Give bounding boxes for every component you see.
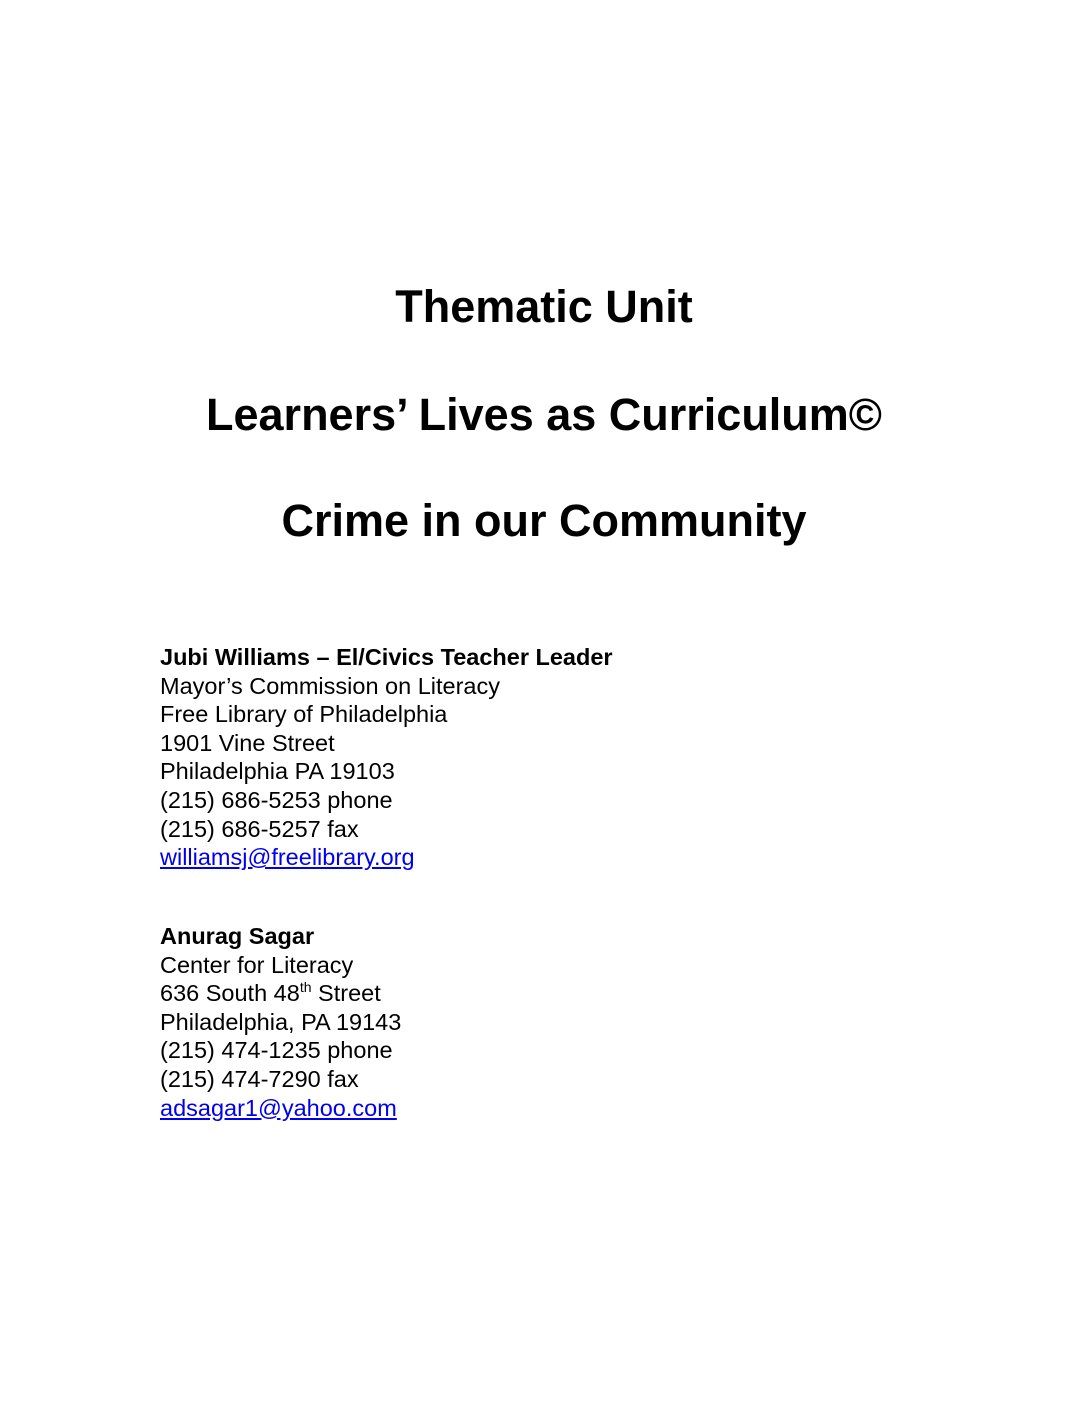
contact-fax: (215) 686-5257 fax xyxy=(160,815,359,842)
contact-email-link[interactable]: adsagar1@yahoo.com xyxy=(160,1094,397,1121)
contact-organization: Center for Literacy xyxy=(160,951,354,978)
street-name-text: Street xyxy=(311,980,381,1007)
title-learners-lives: Learners’ Lives as Curriculum© xyxy=(206,389,882,440)
contact-city: Philadelphia PA 19103 xyxy=(160,758,395,785)
contact-block-sagar xyxy=(160,922,401,1122)
contact-phone: (215) 686-5253 phone xyxy=(160,786,393,813)
contact-block-williams xyxy=(160,643,613,872)
street-number-text: 636 South 48 xyxy=(160,980,300,1007)
contact-fax: (215) 474-7290 fax xyxy=(160,1065,359,1092)
contact-name: Anurag Sagar xyxy=(160,923,315,949)
title-crime-community: Crime in our Community xyxy=(281,495,807,546)
contact-organization: Mayor’s Commission on Literacy xyxy=(160,672,500,699)
contact-city: Philadelphia, PA 19143 xyxy=(160,1008,402,1035)
contact-name: Jubi Williams – El/Civics Teacher Leader xyxy=(160,644,613,670)
contact-email-link[interactable]: williamsj@freelibrary.org xyxy=(160,844,415,871)
contact-street xyxy=(160,979,401,1008)
ordinal-suffix: th xyxy=(299,979,312,996)
contact-phone: (215) 474-1235 phone xyxy=(160,1037,393,1064)
contact-street: 1901 Vine Street xyxy=(160,729,335,756)
contact-organization: Free Library of Philadelphia xyxy=(160,701,448,728)
title-thematic-unit: Thematic Unit xyxy=(395,281,693,332)
